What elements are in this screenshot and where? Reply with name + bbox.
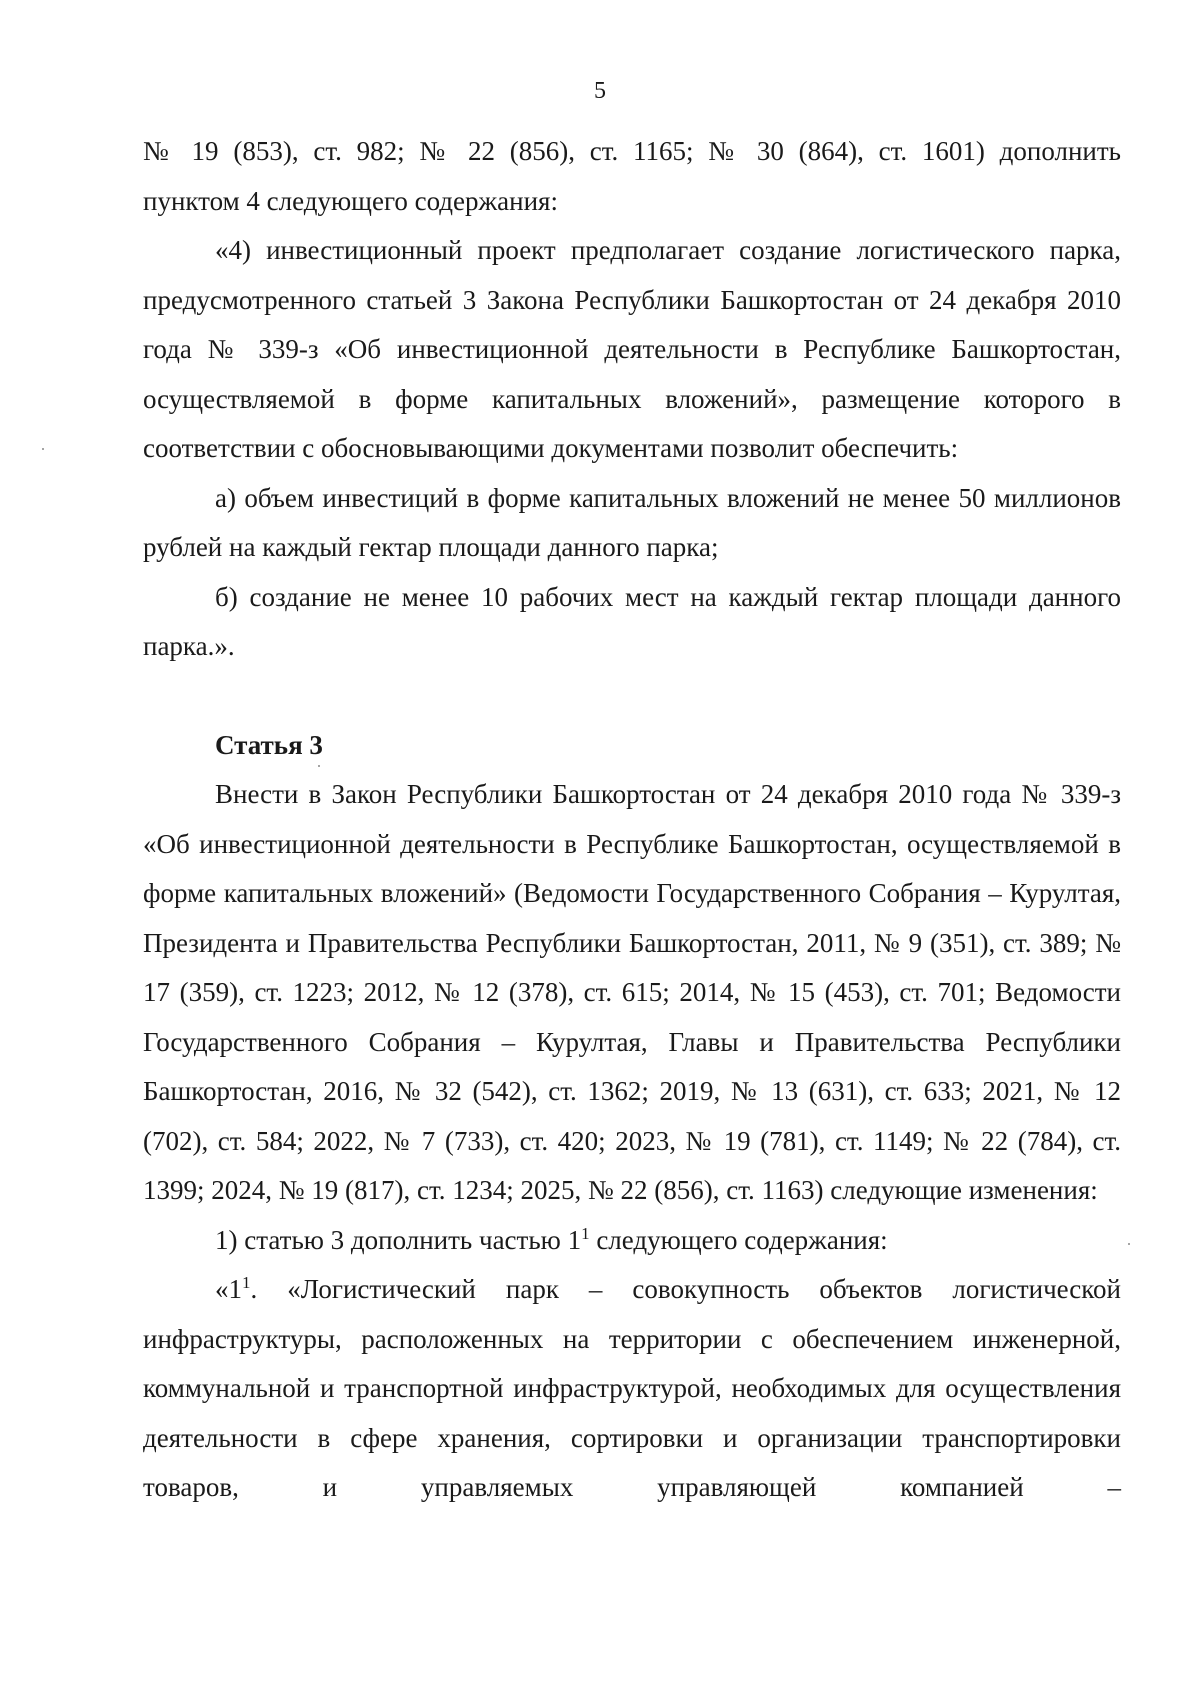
- item-a-paragraph: а) объем инвестиций в форме капитальных вложений не менее 50 миллионов рублей на каждый гектар площади данного парка;: [143, 482, 1121, 562]
- page-number: 5: [594, 78, 606, 104]
- article-3-heading: Статья 3: [215, 729, 323, 760]
- intro-line-2: пунктом 4 следующего содержания:: [143, 185, 558, 216]
- article-3-point-1: [143, 1216, 1121, 1266]
- part-1-1-text: . «Логистический парк – совокупность объектов логистической инфраструктуры, расположенных на территории с обеспечением инженерной, коммунальной и транспортной инфраструктурой, необходимых для осуществления деятельности в сфере хранения, сортировки и организации транспортировки товаров, и управляемых управляющей компанией –: [143, 1274, 1121, 1502]
- part-1-1-definition: [143, 1265, 1121, 1513]
- part-1-1-open: «1: [215, 1274, 242, 1304]
- scan-speck: [1128, 1243, 1130, 1245]
- document-body: [143, 127, 1121, 1513]
- part-1-1-superscript: 1: [242, 1273, 251, 1292]
- point-1-text-after: следующего содержания:: [589, 1224, 888, 1255]
- point-1-superscript: 1: [581, 1223, 590, 1243]
- scan-speck: [318, 765, 320, 767]
- item-b-paragraph: б) создание не менее 10 рабочих мест на каждый гектар площади данного парка.».: [143, 581, 1121, 661]
- intro-line-1: № 19 (853), ст. 982; № 22 (856), ст. 1165; № 30 (864), ст. 1601) дополнить: [143, 136, 1121, 166]
- point-1-text-before: 1) статью 3 дополнить частью 1: [215, 1224, 582, 1255]
- article-3-body: Внести в Закон Республики Башкортостан от 24 декабря 2010 года № 339-з «Об инвестиционной деятельности в Республике Башкортостан, осуществляемой в форме капитальных вложений» (Ведомости Государственного Собрания – Курултая, Президента и Правительства Республики Башкортостан, 2011, № 9 (351), ст. 389; № 17 (359), ст. 1223; 2012, № 12 (378), ст. 615; 2014, № 15 (453), ст. 701; Ведомости Государственного Собрания – Курултая, Главы и Правительства Республики Башкортостан, 2016, № 32 (542), ст. 1362; 2019, № 13 (631), ст. 633; 2021, № 12 (702), ст. 584; 2022, № 7 (733), ст. 420; 2023, № 19 (781), ст. 1149; № 22 (784), ст. 1399; 2024, № 19 (817), ст. 1234; 2025, № 22 (856), ст. 1163) следующие изменения:: [143, 779, 1121, 1205]
- item-4-paragraph: «4) инвестиционный проект предполагает создание логистического парка, предусмотренного статьей 3 Закона Республики Башкортостан от 24 декабря 2010 года № 339-з «Об инвестиционной деятельности в Республике Башкортостан, осуществляемой в форме капитальных вложений», размещение которого в соответствии с обосновывающими документами позволит обеспечить:: [143, 235, 1121, 463]
- scan-speck: [42, 448, 44, 450]
